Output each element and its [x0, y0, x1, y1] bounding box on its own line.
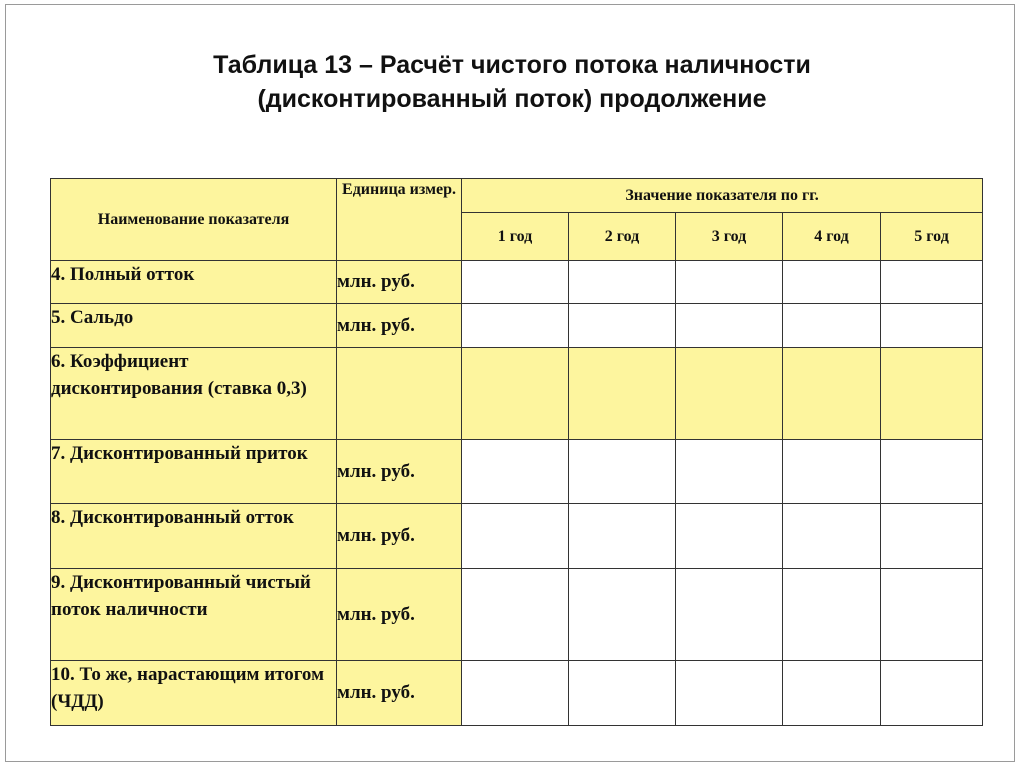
value-cell — [676, 261, 783, 304]
row-name: 9. Дисконтированный чистый поток наличности — [51, 569, 337, 661]
value-cell — [462, 440, 569, 504]
value-cell — [462, 661, 569, 726]
cash-flow-table — [50, 178, 983, 726]
value-cell — [783, 261, 881, 304]
value-cell — [676, 440, 783, 504]
value-cell — [881, 348, 983, 440]
row-name: 7. Дисконтированный приток — [51, 440, 337, 504]
header-unit: Единица измер. — [337, 179, 462, 261]
row-unit: млн. руб. — [337, 261, 462, 304]
value-cell — [881, 569, 983, 661]
table-row — [51, 569, 983, 661]
table-row — [51, 304, 983, 348]
value-cell — [676, 569, 783, 661]
value-cell — [569, 348, 676, 440]
value-cell — [569, 504, 676, 569]
title-line-2: (дисконтированный поток) продолжение — [257, 85, 767, 113]
value-cell — [569, 661, 676, 726]
value-cell — [676, 348, 783, 440]
row-name: 8. Дисконтированный отток — [51, 504, 337, 569]
row-unit: млн. руб. — [337, 661, 462, 726]
value-cell — [783, 440, 881, 504]
table-row — [51, 661, 983, 726]
header-values: Значение показателя по гг. — [462, 179, 983, 213]
header-name: Наименование показателя — [51, 179, 337, 261]
table-row — [51, 348, 983, 440]
value-cell — [783, 569, 881, 661]
value-cell — [676, 504, 783, 569]
title-line-1: Таблица 13 – Расчёт чистого потока наличности — [213, 51, 811, 79]
table-row — [51, 504, 983, 569]
value-cell — [881, 261, 983, 304]
value-cell — [783, 348, 881, 440]
value-cell — [462, 261, 569, 304]
header-year-1: 1 год — [462, 213, 569, 261]
header-year-5: 5 год — [881, 213, 983, 261]
table-row — [51, 440, 983, 504]
value-cell — [462, 348, 569, 440]
value-cell — [569, 261, 676, 304]
header-year-3: 3 год — [676, 213, 783, 261]
value-cell — [676, 661, 783, 726]
value-cell — [462, 504, 569, 569]
value-cell — [881, 304, 983, 348]
value-cell — [881, 440, 983, 504]
table-row — [51, 261, 983, 304]
value-cell — [569, 440, 676, 504]
value-cell — [783, 304, 881, 348]
row-unit — [337, 348, 462, 440]
value-cell — [783, 661, 881, 726]
row-name: 6. Коэффициент дисконтирования (ставка 0,3) — [51, 348, 337, 440]
row-unit: млн. руб. — [337, 440, 462, 504]
row-unit: млн. руб. — [337, 304, 462, 348]
value-cell — [881, 661, 983, 726]
value-cell — [462, 569, 569, 661]
row-name: 4. Полный отток — [51, 261, 337, 304]
value-cell — [569, 569, 676, 661]
header-year-4: 4 год — [783, 213, 881, 261]
value-cell — [881, 504, 983, 569]
row-unit: млн. руб. — [337, 504, 462, 569]
value-cell — [783, 504, 881, 569]
header-year-2: 2 год — [569, 213, 676, 261]
row-unit: млн. руб. — [337, 569, 462, 661]
row-name: 10. То же, нарастающим итогом (ЧДД) — [51, 661, 337, 726]
slide-title — [0, 48, 1024, 116]
row-name: 5. Сальдо — [51, 304, 337, 348]
value-cell — [569, 304, 676, 348]
value-cell — [676, 304, 783, 348]
value-cell — [462, 304, 569, 348]
